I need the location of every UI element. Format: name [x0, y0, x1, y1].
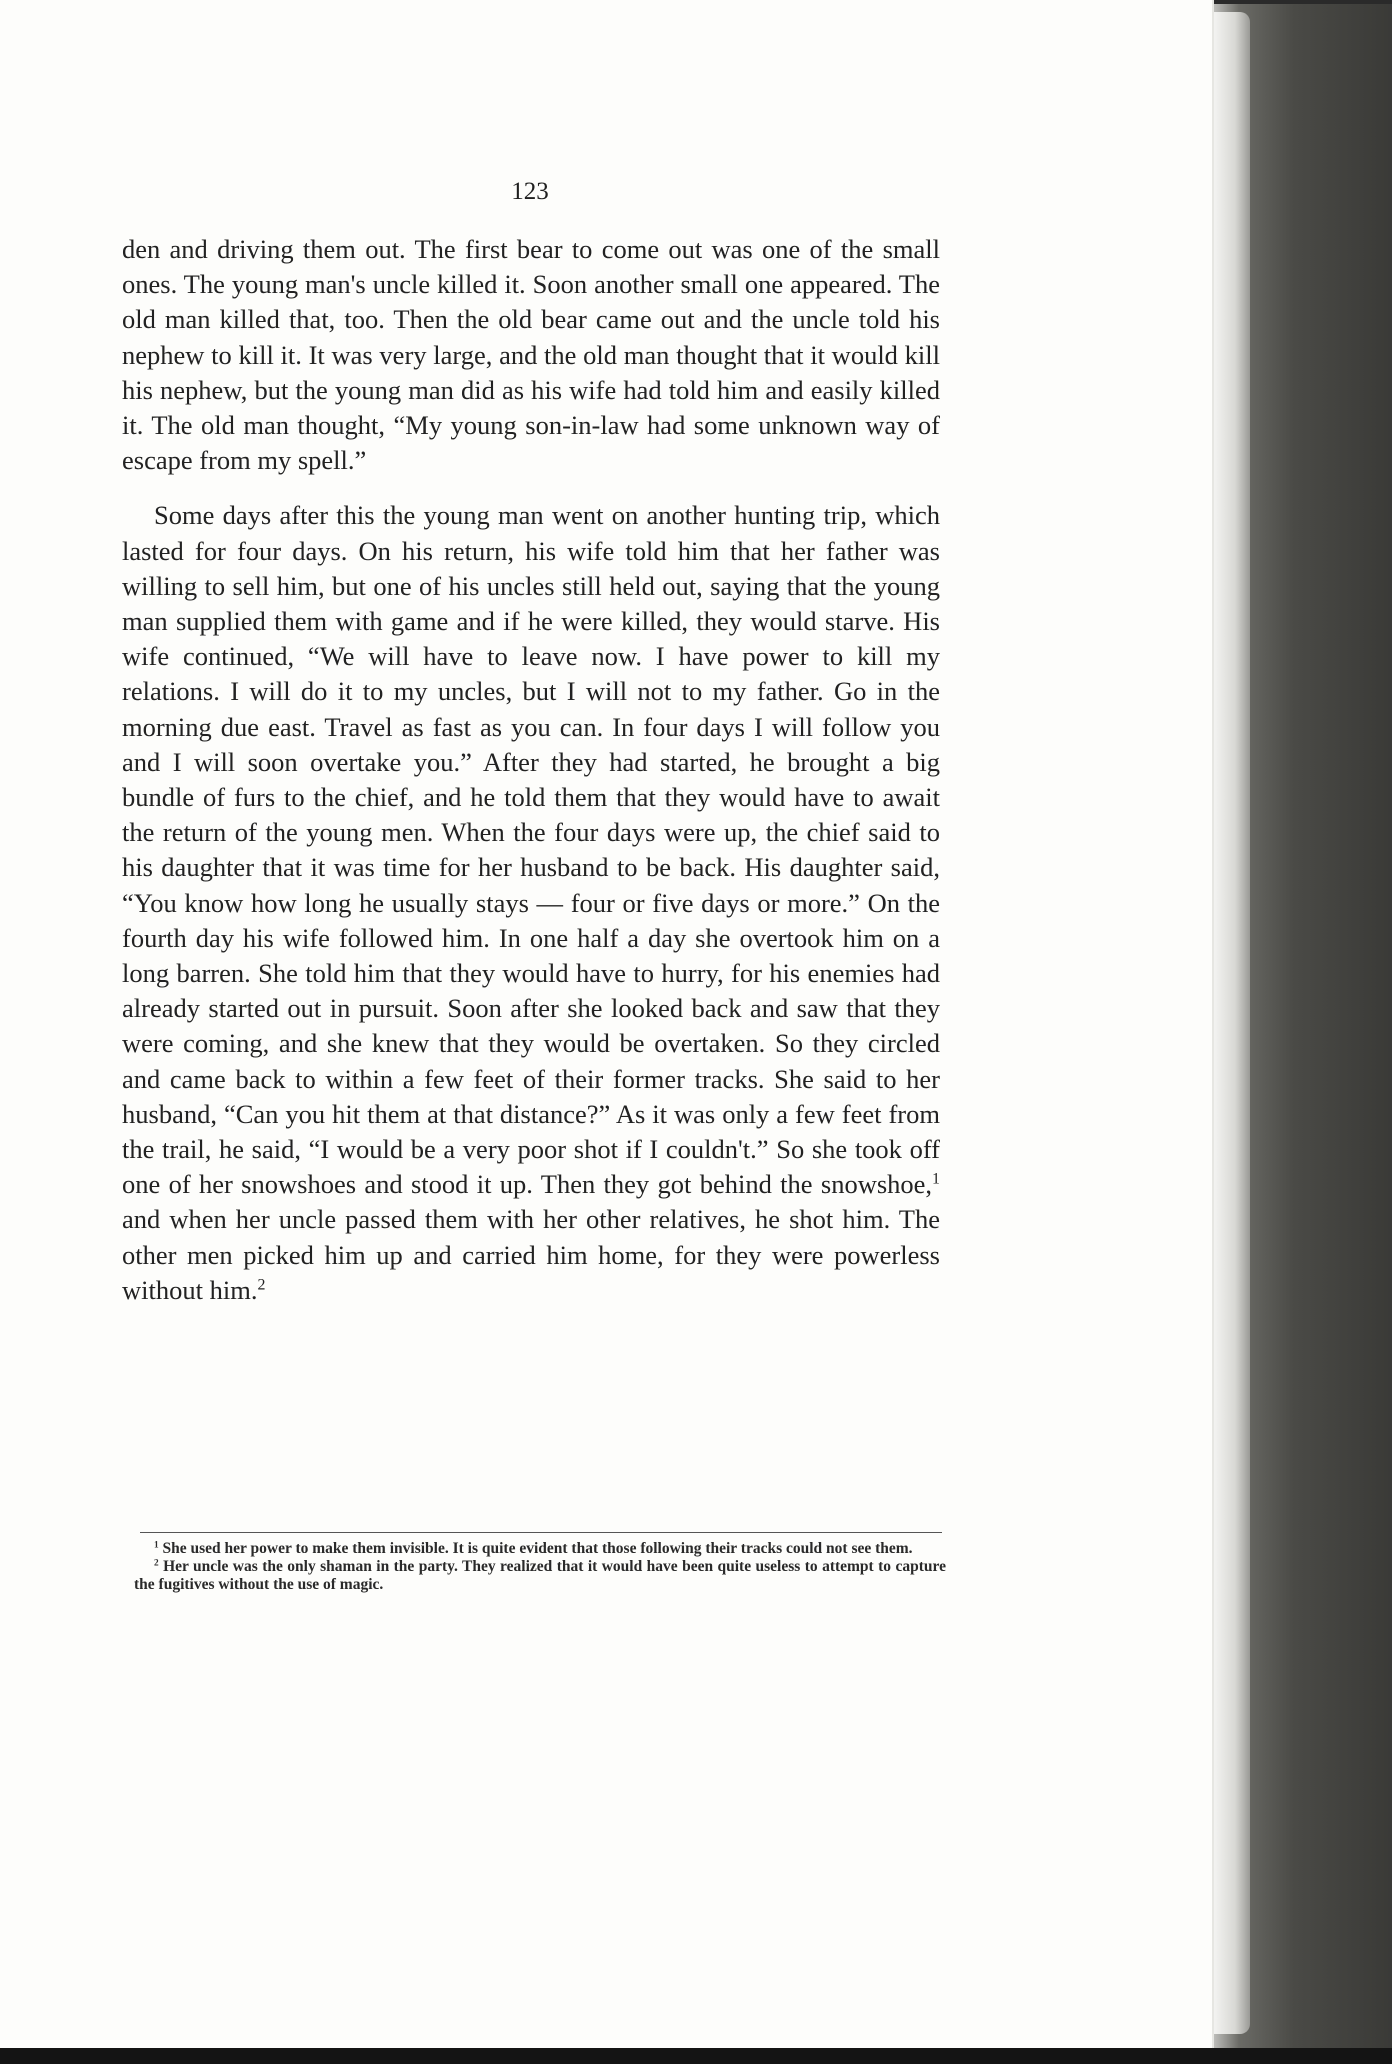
footnote-1-text: She used her power to make them invisible. It is quite evident that those following their tracks could not see them. [162, 1540, 913, 1557]
footnote-2-text: Her uncle was the only shaman in the party. They realized that it would have been quite useless to attempt to capture the fugitives without the use of magic. [134, 1558, 946, 1593]
paragraph-2-text: Some days after this the young man went on another hunting trip, which lasted for four days. On his return, his wife told him that her father was willing to sell him, but one of his uncles still held out, saying that the young man supplied them with game and if he were killed, they would starve. His wife continued, “We will have to leave now. I have power to kill my relations. I will do it to my uncles, but I will not to my father. Go in the morning due east. Travel as fast as you can. In four days I will follow you and I will soon overtake you.” After they had started, he brought a big bundle of furs to the chief, and he told them that they would have to await the return of the young men. When the four days were up, the chief said to his daughter that it was time for her husband to be back. His daughter said, “You know how long he usually stays — four or five days or more.” On the fourth day his wife followed him. In one half a day she overtook him on a long barren. She told him that they would have to hurry, for his enemies had already started out in pursuit. Soon after she looked back and saw that they were coming, and she knew that they would be overtaken. So they circled and came back to within a few feet of their former tracks. She said to her husband, “Can you hit them at that distance?” As it was only a few feet from the trail, he said, “I would be a very poor shot if I couldn't.” So she took off one of her snowshoes and stood it up. Then they got behind the snowshoe, [122, 500, 940, 1200]
paragraph-1: den and driving them out. The first bear to come out was one of the small ones. The young man's uncle killed it. Soon another small one appeared. The old man killed that, too. Then the old bear came out and the uncle told his nephew to kill it. It was very large, and the old man thought that it would kill his nephew, but the young man did as his wife had told him and easily killed it. The old man thought, “My young son-in-law had some unknown way of escape from my spell.” [122, 234, 940, 476]
footnote-mark-1: 1 [154, 1540, 159, 1551]
paragraph-2 [122, 498, 940, 1308]
footnote-divider [140, 1532, 942, 1533]
footnote-2 [134, 1558, 946, 1594]
paragraph-2-tail: and when her uncle passed them with her other relatives, he shot him. The other men picked him up and carried him home, for they were powerless without him. [122, 1204, 940, 1305]
footnote-ref-2[interactable]: 2 [257, 1276, 266, 1294]
footnote-1 [134, 1540, 946, 1558]
page-number: 123 [511, 178, 549, 205]
scan-bottom-border [0, 2048, 1392, 2064]
body-text [122, 232, 940, 1308]
footnote-ref-1[interactable]: 1 [932, 1170, 940, 1188]
footnotes [134, 1540, 946, 1594]
footnote-mark-2: 2 [154, 1558, 159, 1569]
